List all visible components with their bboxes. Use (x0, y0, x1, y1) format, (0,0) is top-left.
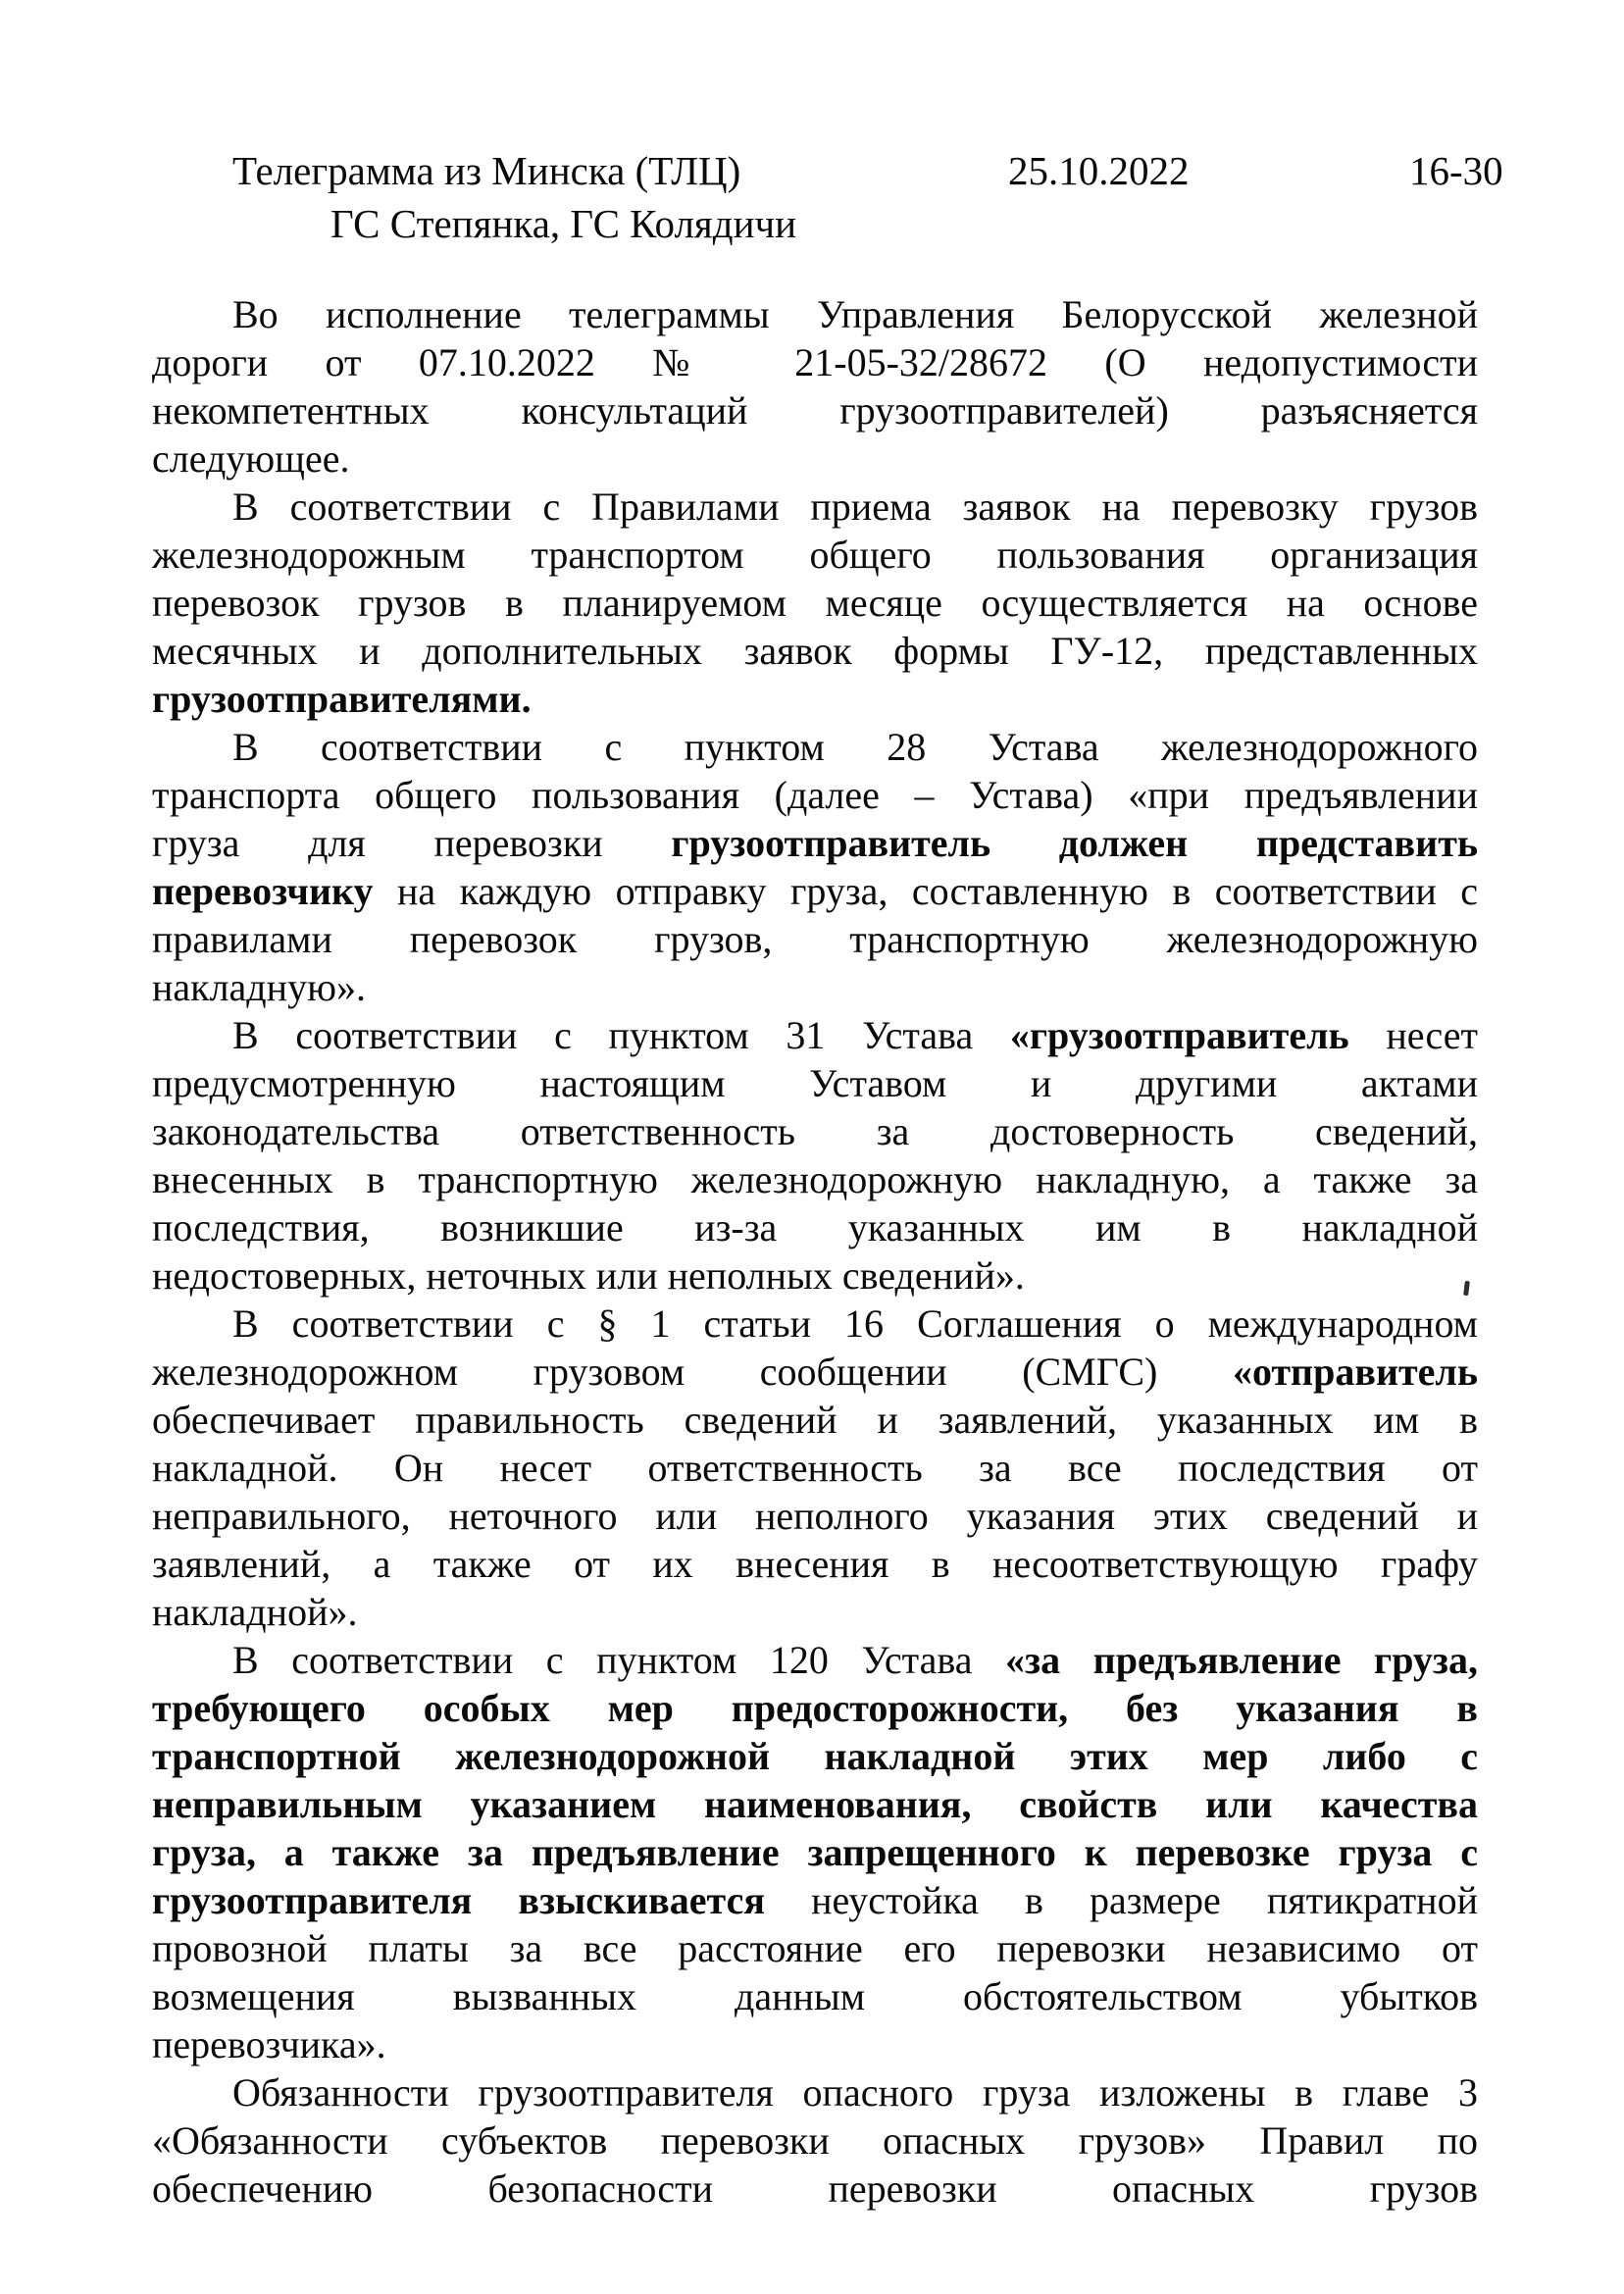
text-line (152, 1876, 1478, 1924)
text-line (152, 723, 1478, 771)
text-run: «Обязанности субъектов перевозки опасных грузов» Правил по (152, 2118, 1478, 2163)
text-line (152, 2020, 1478, 2068)
text-line (152, 1107, 1478, 1155)
text-line (152, 1588, 1478, 1636)
document-body (152, 290, 1478, 2213)
text-line (152, 2068, 1478, 2116)
text-run: неустойка в размере пятикратной (765, 1878, 1478, 1922)
text-run: несет (1348, 1013, 1478, 1057)
text-run: грузоотправитель должен представить (671, 821, 1478, 865)
text-run: железнодорожным транспортом общего пользования организация (152, 533, 1478, 577)
text-line (152, 579, 1478, 627)
text-run: В соответствии с § 1 статьи 16 Соглашения о международном (232, 1301, 1478, 1346)
text-line (152, 1444, 1478, 1492)
text-run: «за предъявление груза, (1005, 1638, 1478, 1682)
text-line (152, 963, 1478, 1011)
text-run: накладной. Он несет ответственность за все последствия от (152, 1446, 1478, 1490)
text-line (152, 1203, 1478, 1251)
text-run: накладной». (152, 1590, 358, 1634)
text-line (152, 1059, 1478, 1107)
text-line (152, 1972, 1478, 2020)
text-run: обеспечивает правильность сведений и заявлений, указанных им в (152, 1398, 1478, 1442)
paragraph (152, 290, 1478, 483)
text-line (152, 338, 1478, 386)
text-line (152, 1828, 1478, 1876)
text-run: перевозок грузов в планируемом месяце осуществляется на основе (152, 581, 1478, 625)
text-run: В соответствии с пунктом 28 Устава железнодорожного (232, 725, 1478, 769)
text-run: месячных и дополнительных заявок формы ГУ-12, представленных (152, 629, 1478, 673)
text-run: В соответствии с Правилами приема заявок на перевозку грузов (232, 484, 1478, 529)
text-line (152, 1732, 1478, 1780)
text-run: на каждую отправку груза, составленную в соответствии с (373, 869, 1478, 913)
text-run: грузоотправителями. (152, 677, 532, 721)
document-date: 25.10.2022 (1008, 148, 1190, 193)
text-line (152, 627, 1478, 675)
text-line (152, 1011, 1478, 1059)
text-line (152, 915, 1478, 963)
text-line (152, 1780, 1478, 1828)
paragraph (152, 483, 1478, 723)
text-run: заявлений, а также от их внесения в несоответствующую графу (152, 1542, 1478, 1586)
text-line (152, 531, 1478, 579)
text-run: дороги от 07.10.2022 № 21-05-32/28672 (О недопустимости (152, 340, 1478, 384)
text-run: требующего особых мер предосторожности, без указания в (152, 1686, 1478, 1730)
document-time: 16-30 (1409, 148, 1503, 193)
text-line (152, 819, 1478, 867)
paragraph (152, 2068, 1478, 2213)
text-line (152, 771, 1478, 819)
text-run: провозной платы за все расстояние его перевозки независимо от (152, 1926, 1478, 1970)
text-line (152, 1540, 1478, 1588)
text-run: правилами перевозок грузов, транспортную железнодорожную (152, 917, 1478, 961)
text-line (152, 434, 1478, 483)
text-run: некомпетентных консультаций грузоотправителей) разъясняется (152, 388, 1478, 433)
text-run: законодательства ответственность за достоверность сведений, (152, 1109, 1478, 1153)
text-run: неправильным указанием наименования, свойств или качества (152, 1782, 1478, 1826)
text-run: перевозчику (152, 869, 374, 913)
text-line (152, 1684, 1478, 1732)
text-run: последствия, возникшие из-за указанных им в накладной (152, 1205, 1478, 1249)
text-run: «грузоотправитель (1009, 1013, 1349, 1057)
text-run: Во исполнение телеграммы Управления Белорусской железной (232, 292, 1478, 336)
text-line (152, 675, 1478, 723)
text-line (152, 2116, 1478, 2165)
text-run: транспортной железнодорожной накладной этих мер либо с (152, 1734, 1478, 1778)
text-run: «отправитель (1232, 1350, 1478, 1394)
text-run: железнодорожном грузовом сообщении (СМГС) (152, 1350, 1233, 1394)
text-line (152, 386, 1478, 434)
text-line (152, 483, 1478, 531)
text-run: предусмотренную настоящим Уставом и другими актами (152, 1061, 1478, 1105)
document-title-line1: Телеграмма из Минска (ТЛЦ) (232, 148, 741, 193)
text-run: недостоверных, неточных или неполных сведений». (152, 1253, 1025, 1298)
text-run: В соответствии с пунктом 31 Устава (232, 1013, 1010, 1057)
text-line (152, 1155, 1478, 1203)
text-line (152, 290, 1478, 338)
paragraph (152, 1011, 1478, 1300)
text-run: Обязанности грузоотправителя опасного груза изложены в главе 3 (232, 2070, 1478, 2115)
text-line (152, 867, 1478, 915)
text-run: внесенных в транспортную железнодорожную накладную, а также за (152, 1157, 1478, 1201)
text-line (152, 1300, 1478, 1348)
text-line (152, 2165, 1478, 2213)
paragraph (152, 1300, 1478, 1636)
text-run: обеспечению безопасности перевозки опасных грузов (152, 2167, 1478, 2211)
text-run: груза для перевозки (152, 821, 672, 865)
text-line (152, 1492, 1478, 1540)
text-line (152, 1924, 1478, 1972)
text-run: транспорта общего пользования (далее – Устава) «при предъявлении (152, 773, 1478, 817)
text-run: следующее. (152, 436, 350, 481)
text-run: В соответствии с пунктом 120 Устава (232, 1638, 1006, 1682)
text-run: груза, а также за предъявление запрещенного к перевозке груза с (152, 1830, 1478, 1874)
paragraph (152, 1636, 1478, 2068)
text-line (152, 1251, 1478, 1300)
text-run: грузоотправителя взыскивается (152, 1878, 765, 1922)
text-run: накладную». (152, 965, 366, 1009)
text-line (152, 1396, 1478, 1444)
text-line (152, 1636, 1478, 1684)
text-run: перевозчика». (152, 2022, 386, 2066)
text-run: неправильного, неточного или неполного указания этих сведений и (152, 1494, 1478, 1538)
document-title-line2: ГС Степянка, ГС Колядичи (330, 201, 797, 246)
text-line (152, 1348, 1478, 1396)
paragraph (152, 723, 1478, 1011)
text-run: возмещения вызванных данным обстоятельством убытков (152, 1974, 1478, 2018)
